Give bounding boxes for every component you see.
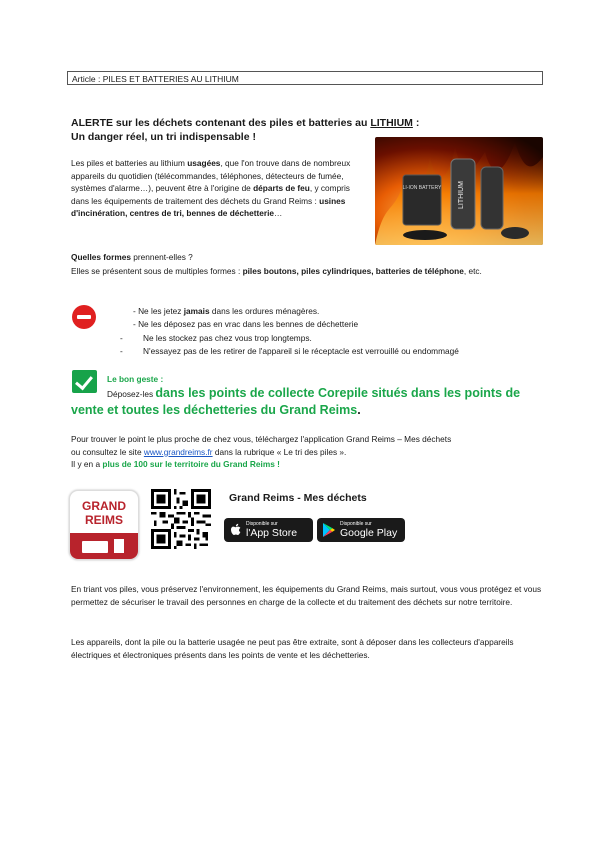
google-play-icon [323,523,335,537]
bin-icon [114,539,124,553]
alert-subtitle: Un danger réel, un tri indispensable ! [71,131,256,143]
rule-item: Ne les stockez pas chez vous trop longtemps. [143,333,312,343]
app-name: Grand Reims - Mes déchets [229,492,367,504]
lithium-highlight: LITHIUM [370,117,413,129]
checkmark-icon [72,370,97,393]
forms-title: Quelles formes prennent-elles ? [71,252,193,262]
find-paragraph: Pour trouver le point le plus proche de chez vous, téléchargez l'application Grand Reims – Mes déchets ou consultez le site www.grandreims.fr dans la rubrique « Le tri des piles ». Il y en a plus de 100 sur le territoire du Grand Reims ! [71,434,452,469]
article-header: Article : PILES ET BATTERIES AU LITHIUM [67,71,543,85]
good-gesture-line2: vente et toutes les déchetteries du Grand Reims. [71,403,361,417]
qr-code[interactable] [151,489,211,549]
good-gesture-line1: Déposez-les dans les points de collecte Corepile situés dans les points de [107,386,521,400]
grand-reims-app-icon[interactable]: GRAND REIMS [69,490,139,560]
google-play-button[interactable]: Disponible sur Google Play [317,518,405,542]
rule-item: N'essayez pas de les retirer de l'appareil si le réceptacle est verrouillé ou endommagé [143,346,459,356]
rule-dash: - [120,333,123,343]
battery-label-1: LI-ION BATTERY [402,185,442,191]
burning-batteries-photo [375,137,543,245]
intro-paragraph: Les piles et batteries au lithium usagées, que l'on trouve dans de nombreux appareils du quotidien (télécommandes, téléphones, détecteurs de fumée, systèmes d'alarme…), peuvent être à l'origine de départs de feu, y compris dans les équipements de traitement des déchets du Grand Reims : usines d'incinération, centres de tri, bennes de déchetterie… [71,158,351,218]
apple-icon [231,523,242,537]
rule-item: - Ne les déposez pas en vrac dans les bennes de déchetterie [133,319,359,329]
truck-icon [82,541,108,553]
outro-paragraph-1: En triant vos piles, vous préservez l'environnement, les équipements du Grand Reims, mais surtout, vous vous protégez et vous permettez de sécuriser le travail des personnes en charge de la collecte et du traitement des déchets sur notre territoire. [71,584,542,607]
outro-paragraph-2: Les appareils, dont la pile ou la batterie usagée ne peut pas être extraite, sont à déposer dans les collecteurs d'appareils électriques et électroniques présents dans les points de vente et les déchetteries. [71,637,514,660]
battery-label-2: LITHIUM [458,181,465,209]
app-store-button[interactable]: Disponible sur l'App Store [224,518,313,542]
good-gesture-label: Le bon geste : [107,374,164,384]
batteries-illustration [375,137,543,245]
alert-title: ALERTE sur les déchets contenant des piles et batteries au LITHIUM : Un danger réel, un tri indispensable ! [71,117,420,143]
forms-text: Elles se présentent sous de multiples formes : piles boutons, piles cylindriques, batteries de téléphone, etc. [71,266,482,276]
website-link[interactable]: www.grandreims.fr [143,446,213,457]
rule-dash: - [120,346,123,356]
rule-item: - Ne les jetez jamais dans les ordures ménagères. [133,306,320,316]
no-entry-icon [72,305,96,329]
